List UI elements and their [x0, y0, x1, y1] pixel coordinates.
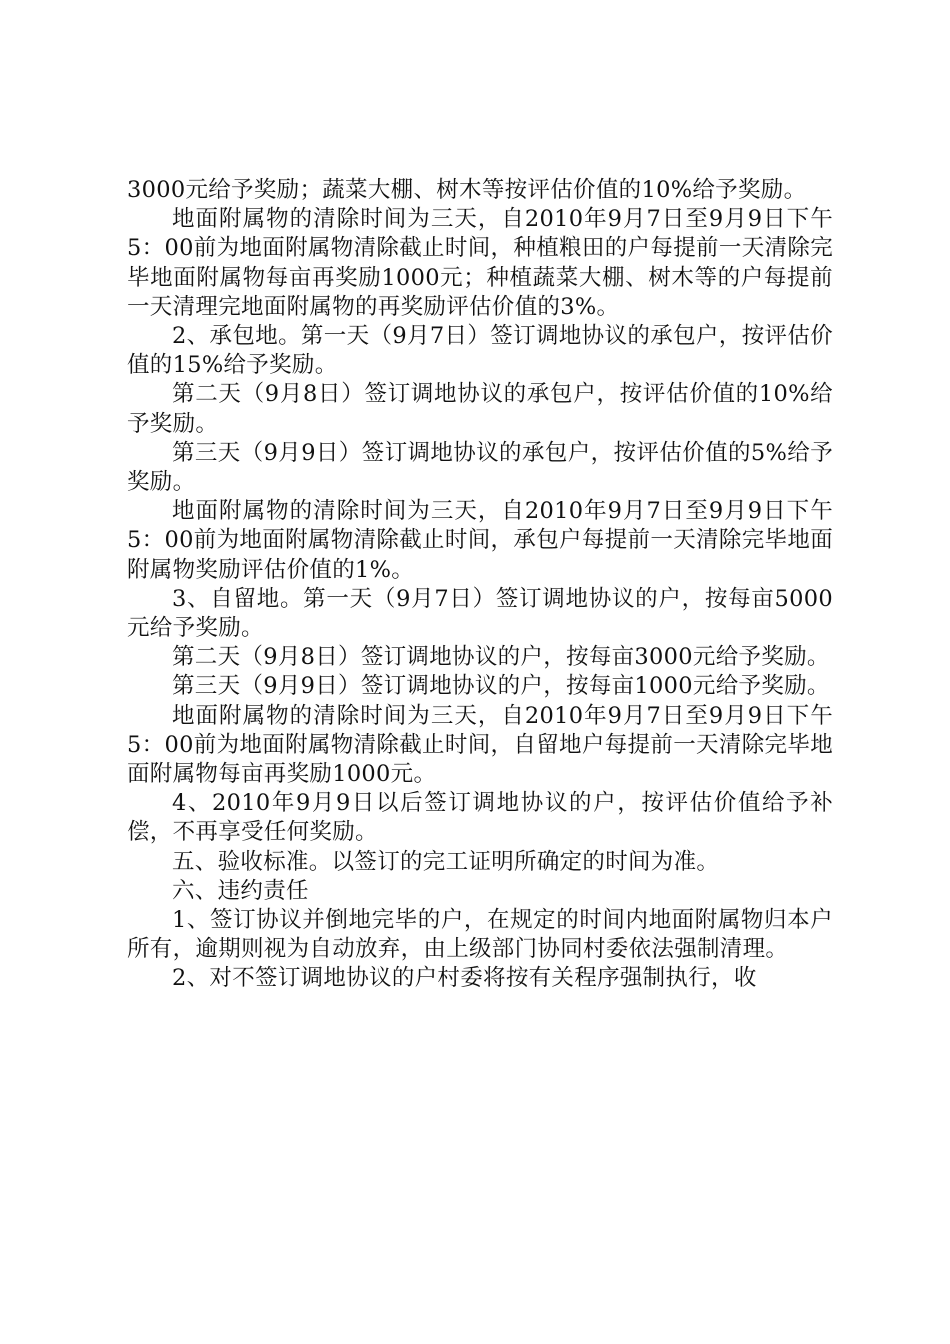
- paragraph: 第二天（9月8日）签订调地协议的户，按每亩3000元给予奖励。: [172, 644, 830, 671]
- paragraph: 2、对不签订调地协议的户村委将按有关程序强制执行，收: [172, 965, 757, 992]
- paragraph: 地面附属物的清除时间为三天，自2010年9月7日至9月9日下午5：00前为地面附属物清除截止时间，自留地户每提前一天清除完毕地面附属物每亩再奖励1000元。: [127, 702, 833, 788]
- section-heading: 六、违约责任: [172, 877, 309, 904]
- paragraph: 4、2010年9月9日以后签订调地协议的户，按评估价值给予补偿，不再享受任何奖励。: [127, 790, 833, 846]
- paragraph: 五、验收标准。以签订的完工证明所确定的时间为准。: [172, 848, 720, 875]
- paragraph: 1、签订协议并倒地完毕的户，在规定的时间内地面附属物归本户所有，逾期则视为自动放弃，由上级部门协同村委依法强制清理。: [127, 907, 833, 963]
- paragraph: 第二天（9月8日）签订调地协议的承包户，按评估价值的10%给予奖励。: [127, 381, 833, 437]
- paragraph: 第三天（9月9日）签订调地协议的承包户，按评估价值的5%给予奖励。: [127, 439, 833, 496]
- paragraph: 地面附属物的清除时间为三天，自2010年9月7日至9月9日下午5：00前为地面附属物清除截止时间，种植粮田的户每提前一天清除完毕地面附属物每亩再奖励1000元；种植蔬菜大棚、树木等的户每提前一天清理完地面附属物的再奖励评估价值的3%。: [127, 206, 833, 320]
- paragraph: 第三天（9月9日）签订调地协议的户，按每亩1000元给予奖励。: [172, 673, 830, 700]
- document-body: [127, 176, 833, 994]
- paragraph: 地面附属物的清除时间为三天，自2010年9月7日至9月9日下午5：00前为地面附属物清除截止时间，承包户每提前一天清除完毕地面附属物奖励评估价值的1%。: [127, 498, 833, 583]
- paragraph: 3000元给予奖励；蔬菜大棚、树木等按评估价值的10%给予奖励。: [127, 177, 807, 203]
- paragraph: 3、自留地。第一天（9月7日）签订调地协议的户，按每亩5000元给予奖励。: [127, 585, 833, 642]
- paragraph: 2、承包地。第一天（9月7日）签订调地协议的承包户，按评估价值的15%给予奖励。: [127, 323, 833, 379]
